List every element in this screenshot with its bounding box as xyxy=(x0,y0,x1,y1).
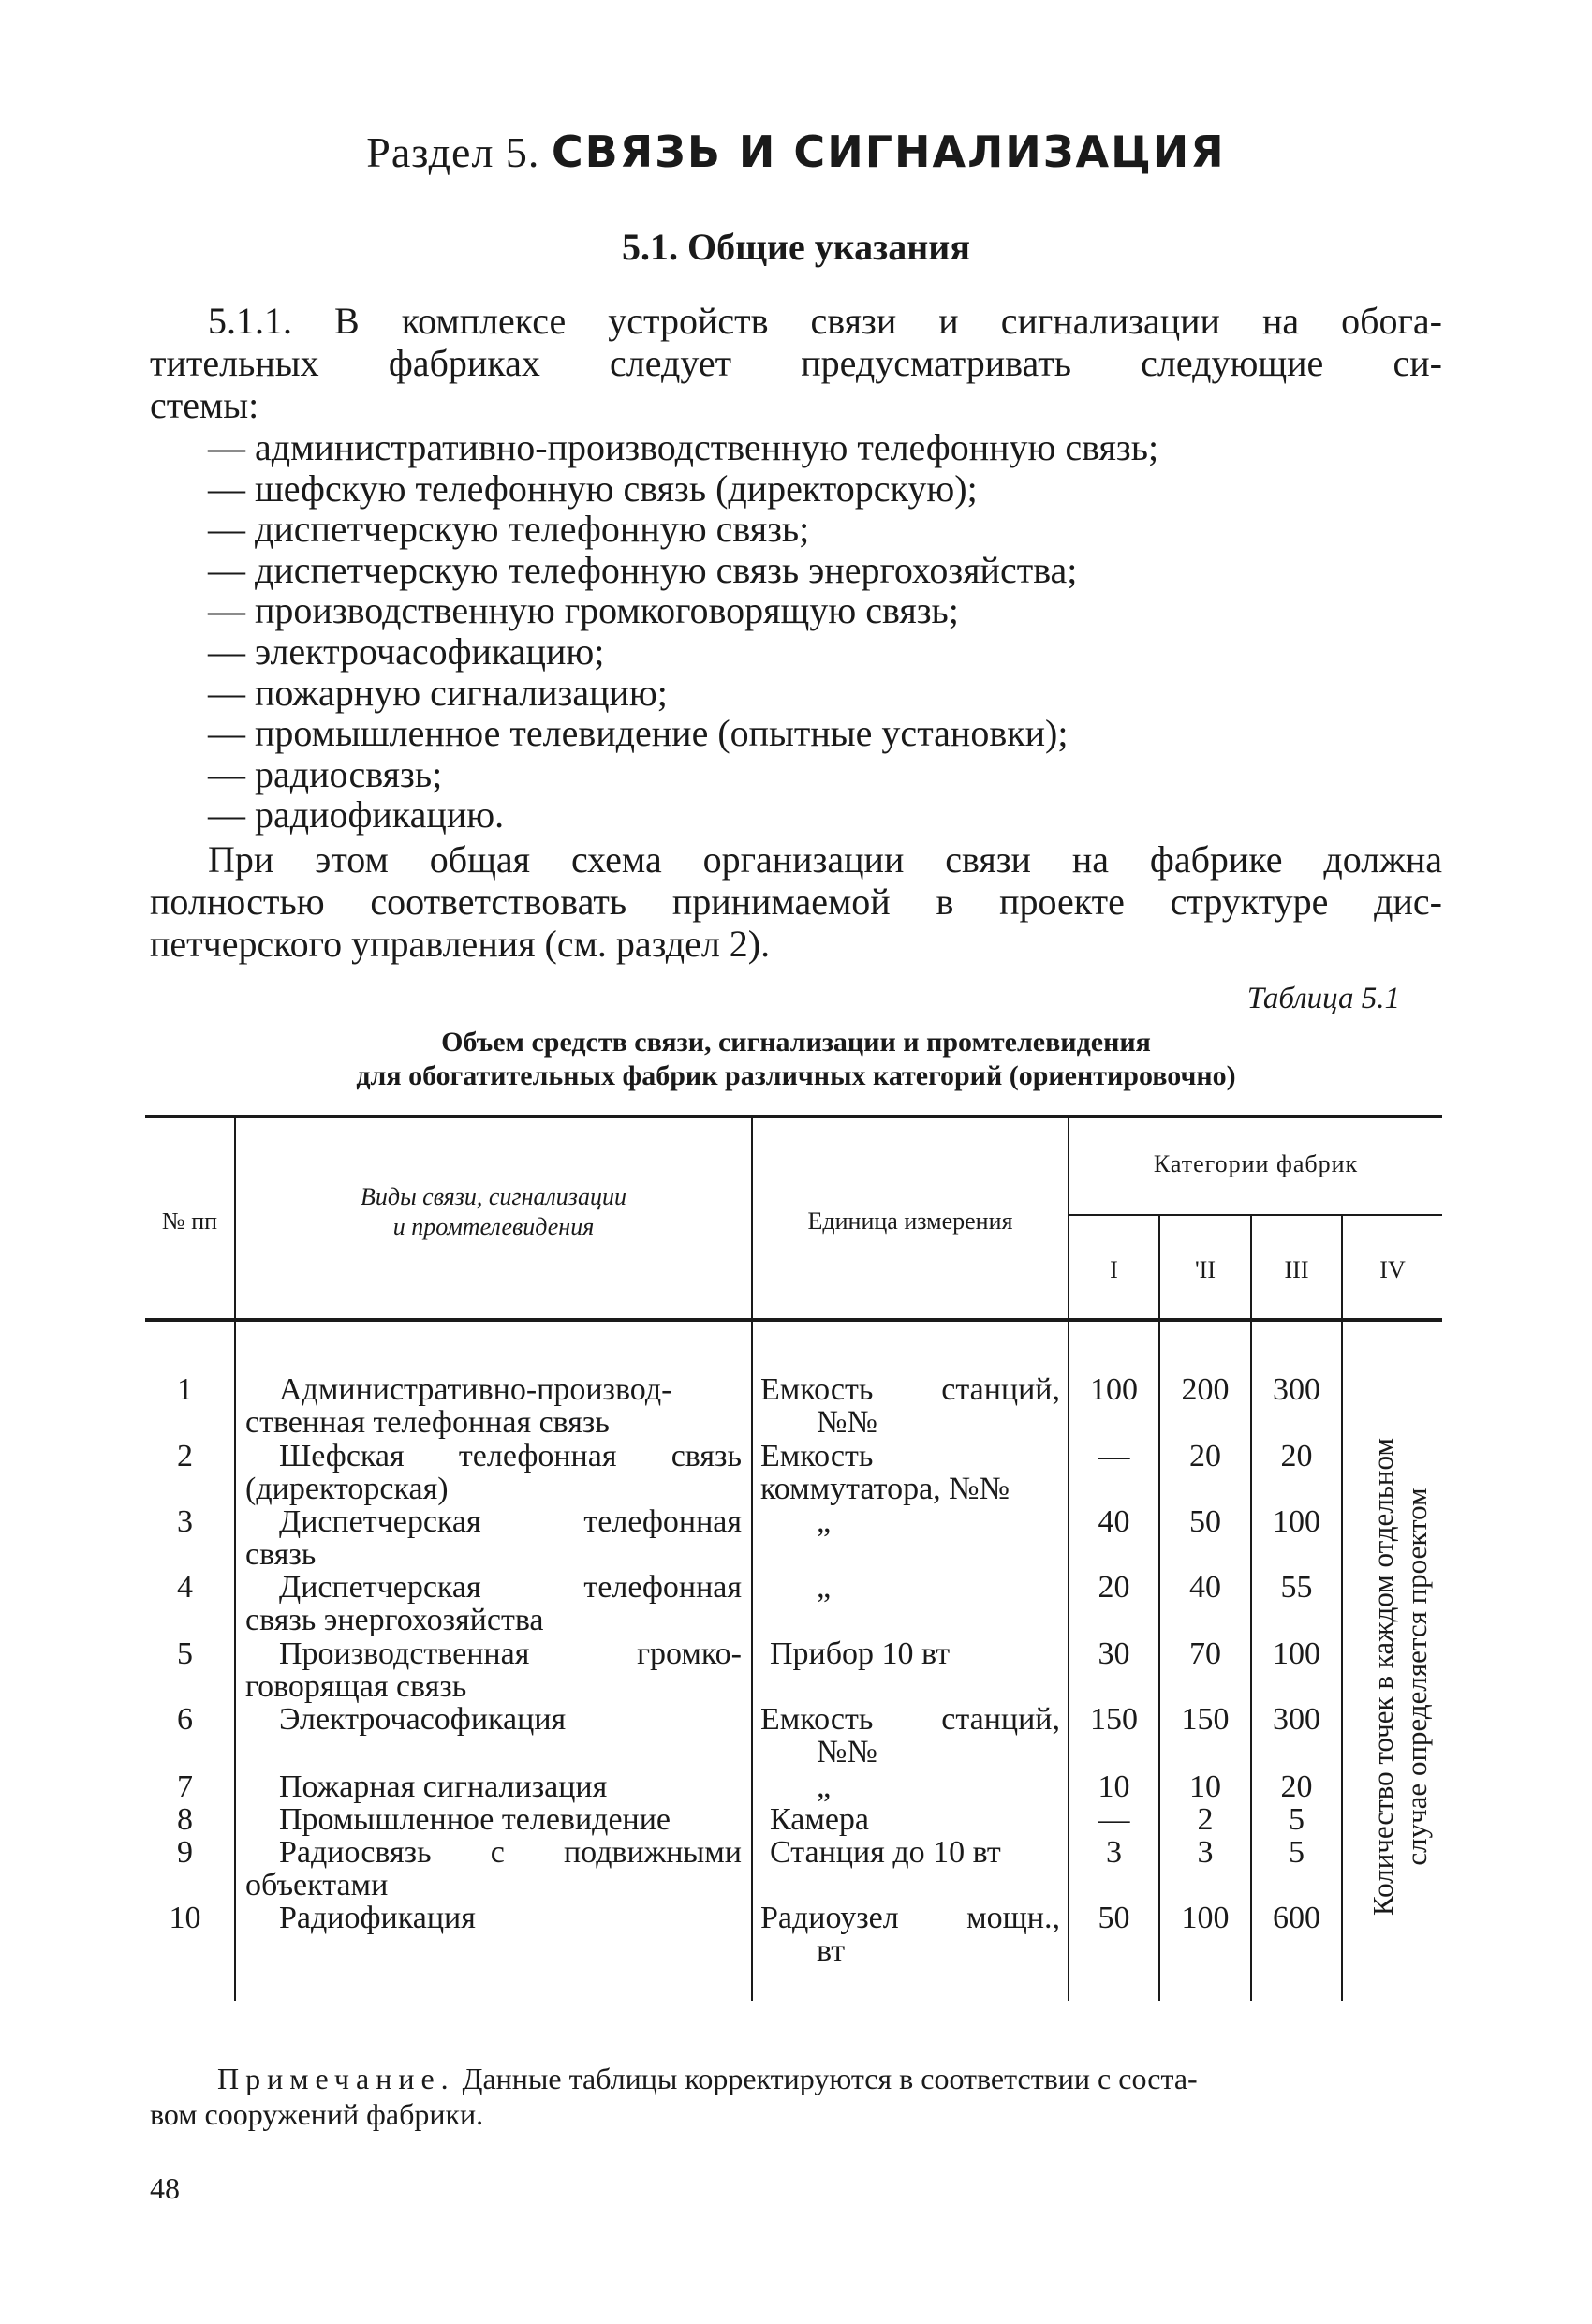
table-top-rule xyxy=(145,1115,1442,1118)
row-cat-3-value: 100 xyxy=(1273,1636,1320,1671)
row-unit xyxy=(760,1803,1060,1836)
section-title xyxy=(0,126,1592,177)
row-unit xyxy=(760,1770,1060,1803)
row-kind xyxy=(245,1637,742,1703)
column-divider xyxy=(1158,1216,1160,2001)
row-kind-line: говорящая связь xyxy=(245,1669,467,1704)
row-kind-line: Радиофикация xyxy=(279,1901,476,1935)
subsection-title: 5.1. Общие указания xyxy=(622,226,970,268)
column-divider xyxy=(1341,1216,1343,2001)
table-header-rule xyxy=(145,1318,1442,1322)
row-number: 1 xyxy=(177,1372,193,1407)
row-kind-line: Диспетчерская телефонная xyxy=(279,1504,742,1539)
row-unit xyxy=(760,1571,1060,1604)
row-cat-3-value: 55 xyxy=(1280,1570,1313,1605)
row-kind-line: связь энергохозяйства xyxy=(245,1603,544,1637)
column-divider xyxy=(1250,1216,1252,2001)
row-kind-line: Административно-производ- xyxy=(279,1372,672,1407)
row-number: 5 xyxy=(177,1636,193,1671)
row-kind-line: Радиосвязь с подвижными xyxy=(279,1835,742,1870)
categories-rule xyxy=(1068,1214,1442,1216)
note-label: Примечание. xyxy=(217,2062,455,2095)
row-cat-2-value: 20 xyxy=(1189,1439,1221,1473)
row-unit xyxy=(760,1373,1060,1439)
row-cat-1-value: 30 xyxy=(1098,1636,1130,1671)
row-cat-2-value: 50 xyxy=(1189,1504,1221,1539)
header-cat-4: IV xyxy=(1379,1256,1406,1283)
header-num: № пп xyxy=(161,1207,218,1235)
note-text: Данные таблицы корректируются в соответствии с соста- xyxy=(454,2062,1198,2095)
row-unit-line: коммутатора, №№ xyxy=(760,1472,1010,1506)
list-item: — радиофикацию. xyxy=(208,793,505,836)
row-kind xyxy=(245,1902,742,1934)
header-kind-line: Виды связи, сигнализации xyxy=(361,1183,626,1210)
systems-list xyxy=(208,427,1158,836)
row-cat-1-value: 150 xyxy=(1090,1702,1138,1737)
intro-line: стемы: xyxy=(150,384,259,426)
row-unit xyxy=(760,1440,1060,1505)
row-unit-line: Станция до 10 вт xyxy=(770,1835,1001,1870)
header-cat-2: 'II xyxy=(1194,1256,1216,1283)
row-unit xyxy=(760,1505,1060,1538)
list-item: — электрочасофикацию; xyxy=(208,629,605,673)
list-item: — диспетчерскую телефонную связь энергохозяйства; xyxy=(208,548,1078,591)
row-kind-line: объектами xyxy=(245,1868,389,1902)
row-cat-2-value: 100 xyxy=(1181,1901,1230,1935)
closing-paragraph xyxy=(150,838,1442,965)
row-unit-line: Камера xyxy=(770,1802,870,1837)
row-kind-line: ственная телефонная связь xyxy=(245,1405,610,1440)
column-divider xyxy=(751,1118,753,2001)
row-unit xyxy=(760,1703,1060,1769)
list-item: — диспетчерскую телефонную связь; xyxy=(208,508,810,551)
row-kind xyxy=(245,1505,742,1571)
row-cat-2-value: 10 xyxy=(1189,1769,1221,1804)
page-number: 48 xyxy=(150,2171,180,2205)
row-kind-line: Промышленное телевидение xyxy=(279,1802,671,1837)
row-unit-line: „ xyxy=(817,1504,832,1539)
header-categories: Категории фабрик xyxy=(1153,1150,1359,1177)
row-cat-3-value: 600 xyxy=(1273,1901,1320,1935)
header-kind xyxy=(236,1182,751,1242)
column-divider xyxy=(234,1118,236,2001)
row-kind-line: связь xyxy=(245,1537,317,1572)
header-cat-3: III xyxy=(1284,1256,1309,1283)
row-number: 9 xyxy=(177,1835,193,1870)
row-cat-2-value: 150 xyxy=(1181,1702,1230,1737)
intro-line: тительных фабриках следует предусматривать следующие си- xyxy=(150,342,1442,384)
row-unit-line: „ xyxy=(817,1769,832,1804)
closing-line: полностью соответствовать принимаемой в проекте структуре дис- xyxy=(150,881,1442,923)
cat4-note-line: случае определяется проектом xyxy=(1400,1488,1433,1866)
section-prefix: Раздел 5. xyxy=(366,128,540,176)
list-item: — административно-производственную телефонную связь; xyxy=(208,426,1159,468)
list-item: — радиосвязь; xyxy=(208,752,443,795)
row-number: 10 xyxy=(169,1901,201,1935)
list-item: — пожарную сигнализацию; xyxy=(208,671,668,714)
table-label: Таблица 5.1 xyxy=(1246,982,1400,1015)
row-unit-line: Емкость станций, xyxy=(760,1702,1060,1737)
row-number: 6 xyxy=(177,1702,193,1737)
table-title-line: Объем средств связи, сигнализации и промтелевидения xyxy=(441,1027,1151,1058)
row-cat-1-value: — xyxy=(1098,1439,1130,1473)
intro-line: 5.1.1. В комплексе устройств связи и сигнализации на обога- xyxy=(208,300,1442,342)
row-kind xyxy=(245,1770,742,1803)
row-unit-line: Емкость xyxy=(760,1439,874,1473)
row-cat-1-value: — xyxy=(1098,1802,1130,1837)
row-cat-2-value: 2 xyxy=(1197,1802,1214,1837)
header-kind-line: и промтелевидения xyxy=(392,1213,595,1240)
table-title xyxy=(140,1026,1452,1093)
row-unit xyxy=(760,1902,1060,1967)
row-cat-1-value: 100 xyxy=(1090,1372,1138,1407)
row-kind-line: Пожарная сигнализация xyxy=(279,1769,608,1804)
row-cat-1-value: 3 xyxy=(1106,1835,1122,1870)
row-cat-2-value: 200 xyxy=(1181,1372,1230,1407)
closing-line: петчерского управления (см. раздел 2). xyxy=(150,923,771,965)
intro-paragraph xyxy=(150,300,1442,426)
row-kind xyxy=(245,1836,742,1902)
row-kind xyxy=(245,1803,742,1836)
row-kind-line: Электрочасофикация xyxy=(279,1702,567,1737)
row-cat-1-value: 40 xyxy=(1098,1504,1130,1539)
row-unit xyxy=(760,1836,1060,1869)
header-cat-1: I xyxy=(1110,1256,1118,1283)
row-cat-1-value: 10 xyxy=(1098,1769,1130,1804)
row-cat-3-value: 5 xyxy=(1289,1802,1305,1837)
row-cat-3-value: 100 xyxy=(1273,1504,1320,1539)
header-unit: Единица измерения xyxy=(807,1207,1013,1235)
row-cat-3-value: 20 xyxy=(1280,1769,1313,1804)
row-kind-line: Производственная громко- xyxy=(279,1636,742,1671)
table-note xyxy=(150,2061,1439,2132)
row-cat-2-value: 70 xyxy=(1189,1636,1221,1671)
row-cat-2-value: 40 xyxy=(1189,1570,1221,1605)
row-number: 4 xyxy=(177,1570,193,1605)
row-number: 7 xyxy=(177,1769,193,1804)
row-cat-1-value: 20 xyxy=(1098,1570,1130,1605)
list-item: — промышленное телевидение (опытные установки); xyxy=(208,712,1069,755)
row-unit-line: вт xyxy=(817,1933,846,1968)
row-kind xyxy=(245,1571,742,1636)
list-item: — производственную громкоговорящую связь; xyxy=(208,589,959,632)
row-kind xyxy=(245,1440,742,1505)
row-unit-line: №№ xyxy=(817,1405,877,1440)
row-cat-2-value: 3 xyxy=(1197,1835,1214,1870)
row-kind-line: Диспетчерская телефонная xyxy=(279,1570,742,1605)
row-cat-3-value: 5 xyxy=(1289,1835,1305,1870)
row-kind xyxy=(245,1373,742,1439)
row-number: 2 xyxy=(177,1439,193,1473)
list-item: — шефскую телефонную связь (директорскую); xyxy=(208,466,978,510)
row-kind-line: (директорская) xyxy=(245,1472,449,1506)
row-cat-3-value: 300 xyxy=(1273,1372,1320,1407)
row-unit-line: Радиоузел мощн., xyxy=(760,1901,1060,1935)
row-cat-3-value: 20 xyxy=(1280,1439,1313,1473)
row-unit-line: Емкость станций, xyxy=(760,1372,1060,1407)
row-unit-line: Прибор 10 вт xyxy=(770,1636,951,1671)
row-number: 8 xyxy=(177,1802,193,1837)
cat4-note-line: Количество точек в каждом отдельном xyxy=(1366,1437,1399,1917)
cat4-note xyxy=(1349,1358,1452,1995)
section-name: СВЯЗЬ И СИГНАЛИЗАЦИЯ xyxy=(551,126,1226,177)
row-cat-3-value: 300 xyxy=(1273,1702,1320,1737)
row-kind-line: Шефская телефонная связь xyxy=(279,1439,742,1473)
row-unit-line: „ xyxy=(817,1570,832,1605)
row-unit-line: №№ xyxy=(817,1735,877,1769)
row-unit xyxy=(760,1637,1060,1670)
row-number: 3 xyxy=(177,1504,193,1539)
row-cat-1-value: 50 xyxy=(1098,1901,1130,1935)
closing-line: При этом общая схема организации связи на фабрике должна xyxy=(208,838,1442,881)
note-text-2: вом сооружений фабрики. xyxy=(150,2097,484,2131)
table-title-line: для обогатительных фабрик различных категорий (ориентировочно) xyxy=(356,1060,1236,1091)
row-kind xyxy=(245,1703,742,1736)
